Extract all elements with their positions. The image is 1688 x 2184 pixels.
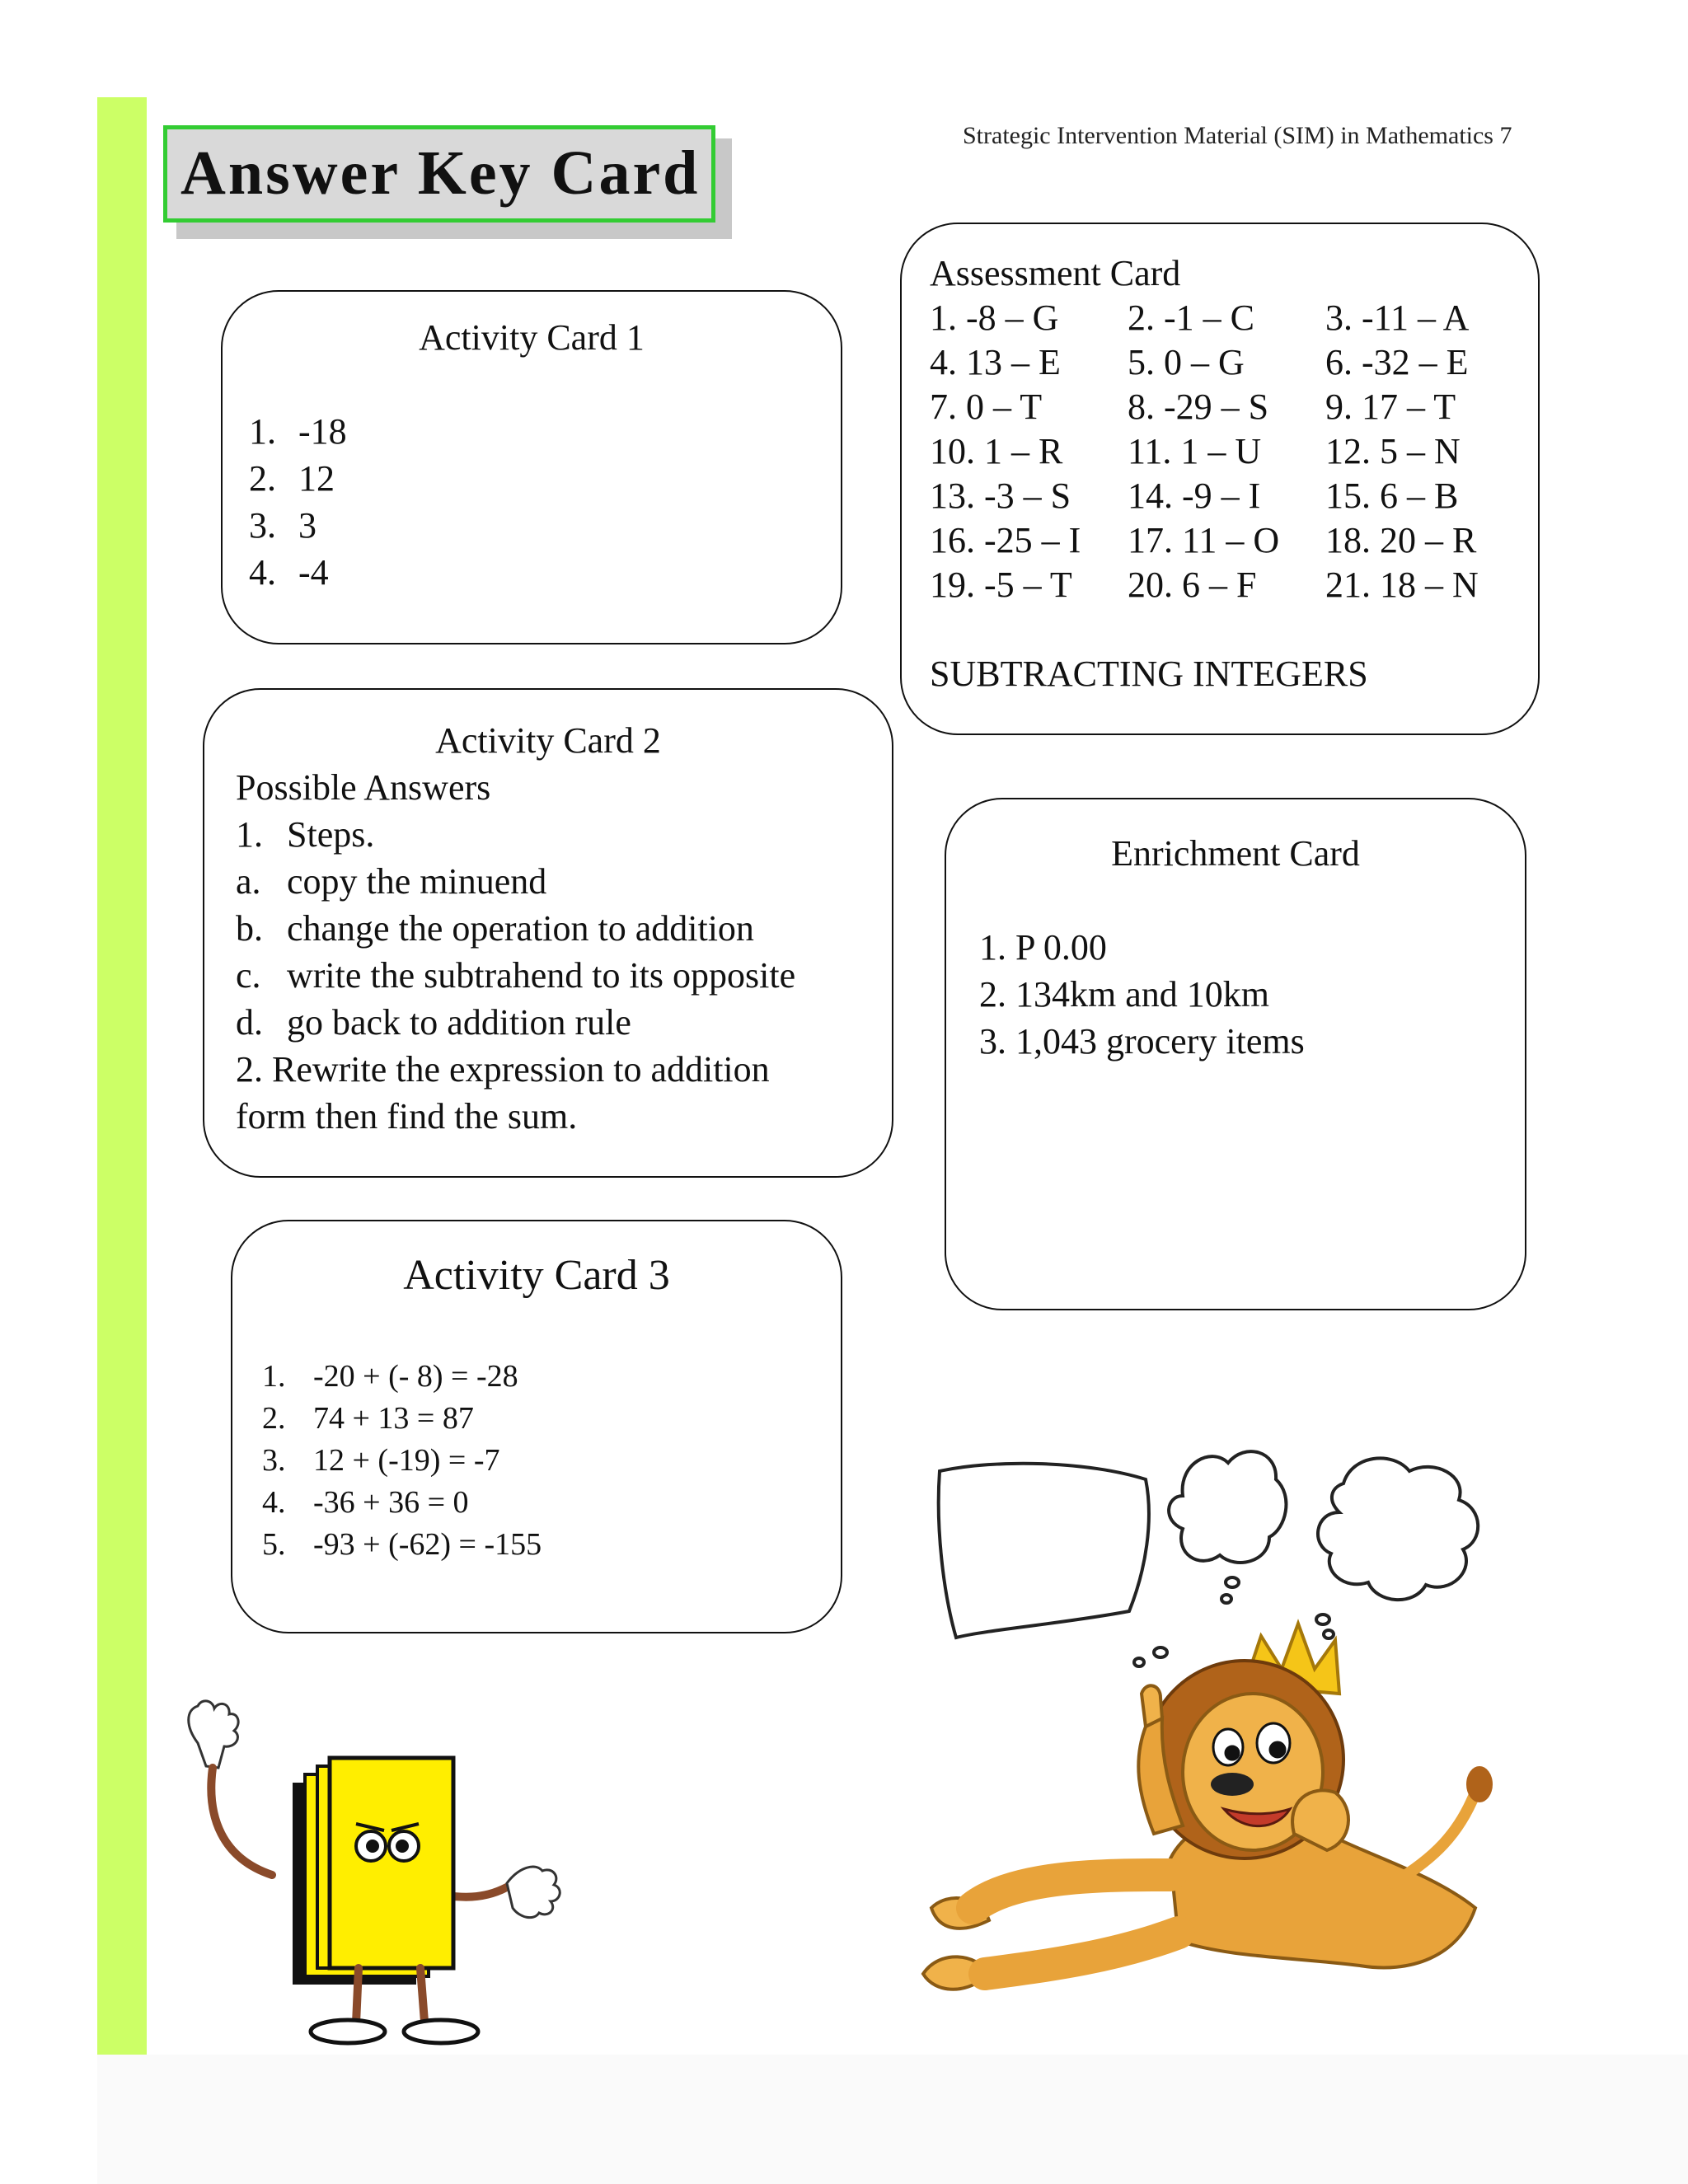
answer-item: 2. -1 – C: [1128, 298, 1254, 338]
answer-item: 20. 6 – F: [1128, 565, 1257, 605]
answer-item: 15. 6 – B: [1325, 476, 1459, 516]
activity-card-1: [221, 290, 842, 644]
possible-answers-label: Possible Answers: [236, 767, 491, 808]
answer-item: 21. 18 – N: [1325, 565, 1479, 605]
activity-card-2-title: Activity Card 2: [435, 720, 661, 761]
answer-item: 3. -11 – A: [1325, 298, 1470, 338]
answer-item: 12. 5 – N: [1325, 431, 1461, 471]
list-item: a. copy the minuend: [236, 861, 547, 902]
answer-item: 18. 20 – R: [1325, 520, 1477, 560]
list-item: 3. 1,043 grocery items: [979, 1021, 1305, 1062]
list-item: d. go back to addition rule: [236, 1002, 631, 1043]
paragraph-line: form then find the sum.: [236, 1096, 578, 1137]
list-item: c. write the subtrahend to its opposite: [236, 955, 796, 996]
list-item: 5. -93 + (-62) = -155: [262, 1527, 542, 1562]
list-item: 1. -18: [249, 411, 347, 452]
paragraph-line: 2. Rewrite the expression to addition: [236, 1049, 770, 1090]
list-item: 1. Steps.: [236, 814, 375, 855]
assessment-card: [900, 223, 1540, 735]
answer-item: 8. -29 – S: [1128, 387, 1269, 427]
enrichment-card: [945, 798, 1526, 1310]
answer-item: 5. 0 – G: [1128, 342, 1245, 382]
list-item: 2. 74 + 13 = 87: [262, 1401, 474, 1436]
activity-card-1-title: Activity Card 1: [419, 317, 645, 358]
side-bar: [97, 97, 147, 2055]
list-item: 1. -20 + (- 8) = -28: [262, 1359, 518, 1394]
enrichment-card-title: Enrichment Card: [1111, 833, 1360, 874]
assessment-card-title: Assessment Card: [930, 253, 1181, 293]
activity-card-3-title: Activity Card 3: [403, 1252, 670, 1299]
lion-nose: [1211, 1773, 1254, 1796]
left-hand-icon: [189, 1701, 238, 1768]
answer-item: 16. -25 – I: [930, 520, 1081, 560]
activity-card-2: [203, 688, 893, 1178]
answer-item: 6. -32 – E: [1325, 342, 1469, 382]
list-item: b. change the operation to addition: [236, 908, 754, 949]
list-item: 1. P 0.00: [979, 927, 1107, 968]
list-item: 3. 12 + (-19) = -7: [262, 1443, 500, 1478]
list-item: 2. 12: [249, 458, 335, 499]
card-mascot-illustration: [173, 1694, 569, 2056]
decoded-answer: SUBTRACTING INTEGERS: [930, 654, 1368, 694]
list-item: 2. 134km and 10km: [979, 974, 1269, 1015]
title-box: [163, 125, 715, 223]
page-header: Strategic Intervention Material (SIM) in Mathematics 7: [963, 122, 1512, 149]
answer-item: 4. 13 – E: [930, 342, 1061, 382]
thought-bubbles: [939, 1451, 1478, 1666]
answer-item: 19. -5 – T: [930, 565, 1072, 605]
list-item: 3. 3: [249, 505, 316, 546]
right-hand-icon: [507, 1867, 560, 1918]
list-item: 4. -36 + 36 = 0: [262, 1485, 469, 1520]
answer-item: 9. 17 – T: [1325, 387, 1456, 427]
activity-card-3: [231, 1220, 842, 1633]
bottom-strip: [97, 2055, 1688, 2184]
answer-item: 13. -3 – S: [930, 476, 1071, 516]
list-item: 4. -4: [249, 552, 329, 593]
thinking-lion-illustration: [898, 1446, 1541, 2023]
answer-item: 11. 1 – U: [1128, 431, 1262, 471]
answer-item: 14. -9 – I: [1128, 476, 1261, 516]
left-arm: [211, 1768, 272, 1875]
answer-item: 10. 1 – R: [930, 431, 1063, 471]
page-title: Answer Key Card: [181, 138, 701, 208]
answer-item: 17. 11 – O: [1128, 520, 1280, 560]
answer-item: 7. 0 – T: [930, 387, 1043, 427]
answer-item: 1. -8 – G: [930, 298, 1059, 338]
lion-tail: [1393, 1793, 1475, 1883]
